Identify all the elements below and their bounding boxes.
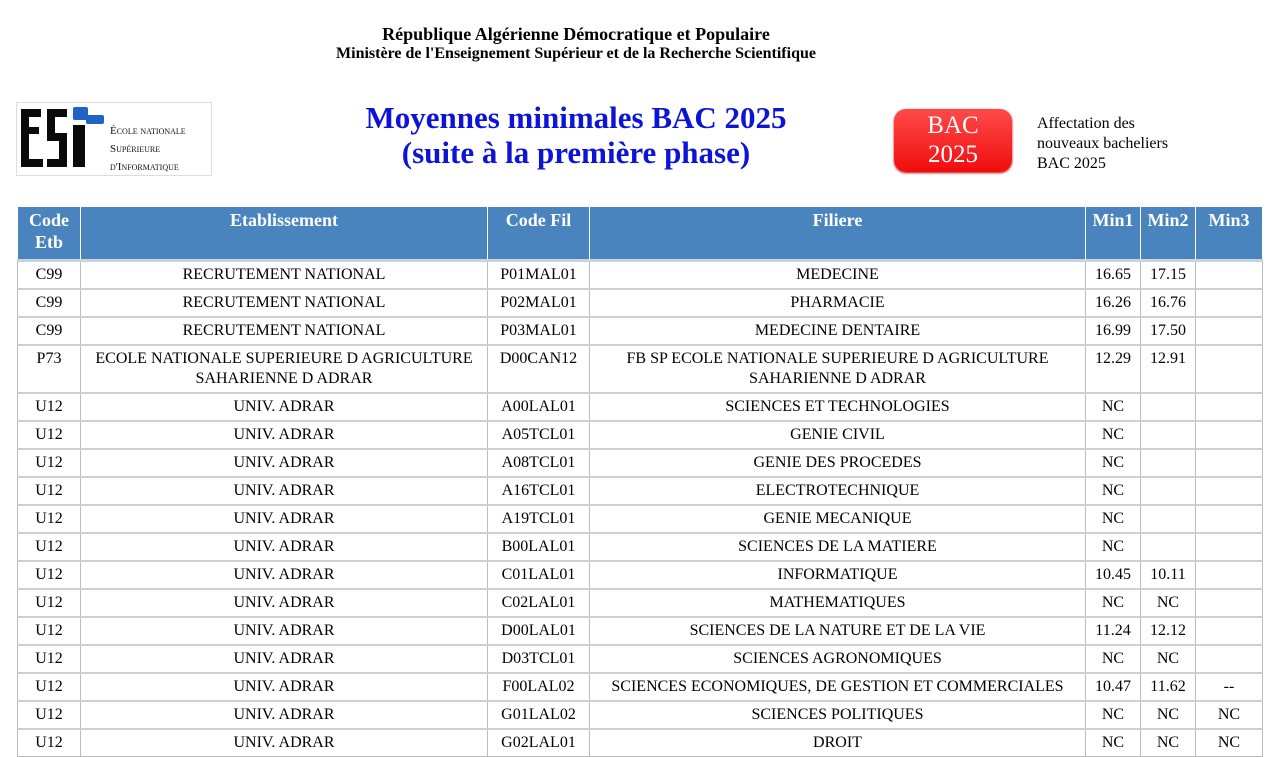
cell-filiere: SCIENCES DE LA NATURE ET DE LA VIE <box>590 617 1086 645</box>
cell-min2 <box>1141 505 1196 533</box>
cell-filiere: MATHEMATIQUES <box>590 589 1086 617</box>
cell-etablissement: RECRUTEMENT NATIONAL <box>81 261 488 290</box>
cell-min3 <box>1196 477 1263 505</box>
table-row <box>18 317 1263 345</box>
header-ministry: Ministère de l'Enseignement Supérieur et de la Recherche Scientifique <box>336 45 816 62</box>
cell-filiere: GENIE CIVIL <box>590 421 1086 449</box>
badge-line-2: 2025 <box>928 141 978 168</box>
table-row <box>18 617 1263 645</box>
table-row <box>18 449 1263 477</box>
table-row <box>18 477 1263 505</box>
cell-code-etb: U12 <box>18 589 81 617</box>
cell-min1: 10.45 <box>1086 561 1141 589</box>
cell-min3 <box>1196 449 1263 477</box>
header-min3: Min3 <box>1196 207 1263 261</box>
cell-min2: 17.15 <box>1141 261 1196 290</box>
cell-min3 <box>1196 589 1263 617</box>
cell-min1: NC <box>1086 505 1141 533</box>
table-row <box>18 505 1263 533</box>
cell-min2: NC <box>1141 729 1196 757</box>
affectation-line-3: BAC 2025 <box>1037 155 1106 172</box>
table-row <box>18 729 1263 757</box>
cell-etablissement: ECOLE NATIONALE SUPERIEURE D AGRICULTURE SAHARIENNE D ADRAR <box>81 345 488 393</box>
cell-min1: 12.29 <box>1086 345 1141 393</box>
cell-min3 <box>1196 421 1263 449</box>
table-body <box>18 261 1263 757</box>
cell-min2: 12.91 <box>1141 345 1196 393</box>
cell-min1: NC <box>1086 729 1141 757</box>
cell-code-fil: C02LAL01 <box>488 589 590 617</box>
results-table <box>17 206 1263 757</box>
cell-min3 <box>1196 317 1263 345</box>
cell-code-etb: C99 <box>18 317 81 345</box>
cell-min3 <box>1196 289 1263 317</box>
cell-code-fil: D00LAL01 <box>488 617 590 645</box>
cell-etablissement: UNIV. ADRAR <box>81 589 488 617</box>
cell-filiere: INFORMATIQUE <box>590 561 1086 589</box>
cell-min2: 10.11 <box>1141 561 1196 589</box>
table-row <box>18 261 1263 290</box>
cell-filiere: GENIE MECANIQUE <box>590 505 1086 533</box>
cell-code-etb: U12 <box>18 421 81 449</box>
cell-code-etb: U12 <box>18 617 81 645</box>
cell-min3: NC <box>1196 701 1263 729</box>
table-row <box>18 289 1263 317</box>
table-row <box>18 645 1263 673</box>
cell-min2 <box>1141 533 1196 561</box>
cell-etablissement: UNIV. ADRAR <box>81 673 488 701</box>
cell-min2 <box>1141 477 1196 505</box>
cell-code-fil: D03TCL01 <box>488 645 590 673</box>
table-row <box>18 533 1263 561</box>
cell-code-etb: U12 <box>18 505 81 533</box>
cell-min2: NC <box>1141 589 1196 617</box>
table-row <box>18 561 1263 589</box>
cell-min1: NC <box>1086 701 1141 729</box>
cell-etablissement: UNIV. ADRAR <box>81 421 488 449</box>
cell-code-fil: P03MAL01 <box>488 317 590 345</box>
cell-filiere: GENIE DES PROCEDES <box>590 449 1086 477</box>
cell-filiere: SCIENCES DE LA MATIERE <box>590 533 1086 561</box>
cell-code-etb: C99 <box>18 289 81 317</box>
bac-2025-badge <box>894 109 1012 172</box>
cell-etablissement: UNIV. ADRAR <box>81 729 488 757</box>
logo-line-2: Supérieure <box>110 143 161 155</box>
cell-min1: 11.24 <box>1086 617 1141 645</box>
cell-filiere: SCIENCES ET TECHNOLOGIES <box>590 393 1086 421</box>
table-row <box>18 421 1263 449</box>
cell-min3 <box>1196 261 1263 290</box>
cell-code-etb: P73 <box>18 345 81 393</box>
cell-min1: NC <box>1086 477 1141 505</box>
cell-code-etb: U12 <box>18 533 81 561</box>
cell-code-etb: C99 <box>18 261 81 290</box>
cell-min3 <box>1196 645 1263 673</box>
cell-min1: 16.26 <box>1086 289 1141 317</box>
table-row <box>18 673 1263 701</box>
cell-min1: 10.47 <box>1086 673 1141 701</box>
cell-code-fil: F00LAL02 <box>488 673 590 701</box>
cell-filiere: MEDECINE <box>590 261 1086 290</box>
affectation-label <box>1037 114 1168 174</box>
cell-code-fil: A19TCL01 <box>488 505 590 533</box>
cell-min1: NC <box>1086 645 1141 673</box>
header-code-fil: Code Fil <box>488 207 590 261</box>
cell-min2: 11.62 <box>1141 673 1196 701</box>
table-row <box>18 589 1263 617</box>
cell-etablissement: UNIV. ADRAR <box>81 505 488 533</box>
cell-min2 <box>1141 449 1196 477</box>
cell-filiere: SCIENCES AGRONOMIQUES <box>590 645 1086 673</box>
cell-min2: 12.12 <box>1141 617 1196 645</box>
cell-filiere: MEDECINE DENTAIRE <box>590 317 1086 345</box>
cell-min2 <box>1141 393 1196 421</box>
cell-etablissement: UNIV. ADRAR <box>81 645 488 673</box>
logo-line-3: d'Informatique <box>110 161 179 173</box>
title-line-2: (suite à la première phase) <box>401 135 751 170</box>
cell-min1: NC <box>1086 421 1141 449</box>
cell-etablissement: RECRUTEMENT NATIONAL <box>81 289 488 317</box>
cell-min2: NC <box>1141 645 1196 673</box>
cell-code-fil: A05TCL01 <box>488 421 590 449</box>
cell-code-fil: G01LAL02 <box>488 701 590 729</box>
cell-code-etb: U12 <box>18 477 81 505</box>
cell-code-etb: U12 <box>18 393 81 421</box>
cell-min1: NC <box>1086 533 1141 561</box>
cell-code-etb: U12 <box>18 561 81 589</box>
cell-filiere: DROIT <box>590 729 1086 757</box>
cell-filiere: ELECTROTECHNIQUE <box>590 477 1086 505</box>
cell-etablissement: UNIV. ADRAR <box>81 477 488 505</box>
cell-min3 <box>1196 617 1263 645</box>
cell-code-fil: A00LAL01 <box>488 393 590 421</box>
affectation-line-1: Affectation des <box>1037 115 1135 132</box>
cell-min2 <box>1141 421 1196 449</box>
header-filiere: Filiere <box>590 207 1086 261</box>
cell-code-fil: P01MAL01 <box>488 261 590 290</box>
cell-min3: NC <box>1196 729 1263 757</box>
header-republic: République Algérienne Démocratique et Populaire <box>382 24 770 44</box>
table-row <box>18 393 1263 421</box>
cell-code-fil: A16TCL01 <box>488 477 590 505</box>
badge-line-1: BAC <box>927 112 979 139</box>
cell-code-etb: U12 <box>18 729 81 757</box>
table-row <box>18 345 1263 393</box>
cell-code-fil: D00CAN12 <box>488 345 590 393</box>
cell-etablissement: UNIV. ADRAR <box>81 701 488 729</box>
cell-min3 <box>1196 345 1263 393</box>
cell-etablissement: UNIV. ADRAR <box>81 533 488 561</box>
cell-min3 <box>1196 393 1263 421</box>
cell-min1: 16.65 <box>1086 261 1141 290</box>
cell-filiere: SCIENCES ECONOMIQUES, DE GESTION ET COMMERCIALES <box>590 673 1086 701</box>
table-header-row <box>18 207 1263 261</box>
cell-filiere: PHARMACIE <box>590 289 1086 317</box>
cell-etablissement: UNIV. ADRAR <box>81 393 488 421</box>
header-etablissement: Etablissement <box>81 207 488 261</box>
cell-code-etb: U12 <box>18 673 81 701</box>
cell-code-fil: G02LAL01 <box>488 729 590 757</box>
cell-filiere: FB SP ECOLE NATIONALE SUPERIEURE D AGRICULTURE SAHARIENNE D ADRAR <box>590 345 1086 393</box>
cell-min1: NC <box>1086 449 1141 477</box>
title-line-1: Moyennes minimales BAC 2025 <box>365 100 787 135</box>
logo-line-1: École nationale <box>110 125 186 137</box>
cell-min1: 16.99 <box>1086 317 1141 345</box>
cell-etablissement: RECRUTEMENT NATIONAL <box>81 317 488 345</box>
cell-code-etb: U12 <box>18 449 81 477</box>
cell-min3 <box>1196 533 1263 561</box>
cell-etablissement: UNIV. ADRAR <box>81 449 488 477</box>
cell-code-fil: B00LAL01 <box>488 533 590 561</box>
cell-filiere: SCIENCES POLITIQUES <box>590 701 1086 729</box>
cell-code-fil: A08TCL01 <box>488 449 590 477</box>
cell-code-fil: C01LAL01 <box>488 561 590 589</box>
cell-code-etb: U12 <box>18 701 81 729</box>
cell-min3: -- <box>1196 673 1263 701</box>
header-min1: Min1 <box>1086 207 1141 261</box>
cell-etablissement: UNIV. ADRAR <box>81 617 488 645</box>
table-row <box>18 701 1263 729</box>
cell-min2: 17.50 <box>1141 317 1196 345</box>
affectation-line-2: nouveaux bacheliers <box>1037 135 1169 152</box>
cell-min2: NC <box>1141 701 1196 729</box>
cell-min3 <box>1196 561 1263 589</box>
cell-code-fil: P02MAL01 <box>488 289 590 317</box>
cell-min3 <box>1196 505 1263 533</box>
cell-min1: NC <box>1086 589 1141 617</box>
cell-min1: NC <box>1086 393 1141 421</box>
header-code-etb: Code Etb <box>18 207 81 261</box>
cell-etablissement: UNIV. ADRAR <box>81 561 488 589</box>
cell-min2: 16.76 <box>1141 289 1196 317</box>
cell-code-etb: U12 <box>18 645 81 673</box>
header-min2: Min2 <box>1141 207 1196 261</box>
